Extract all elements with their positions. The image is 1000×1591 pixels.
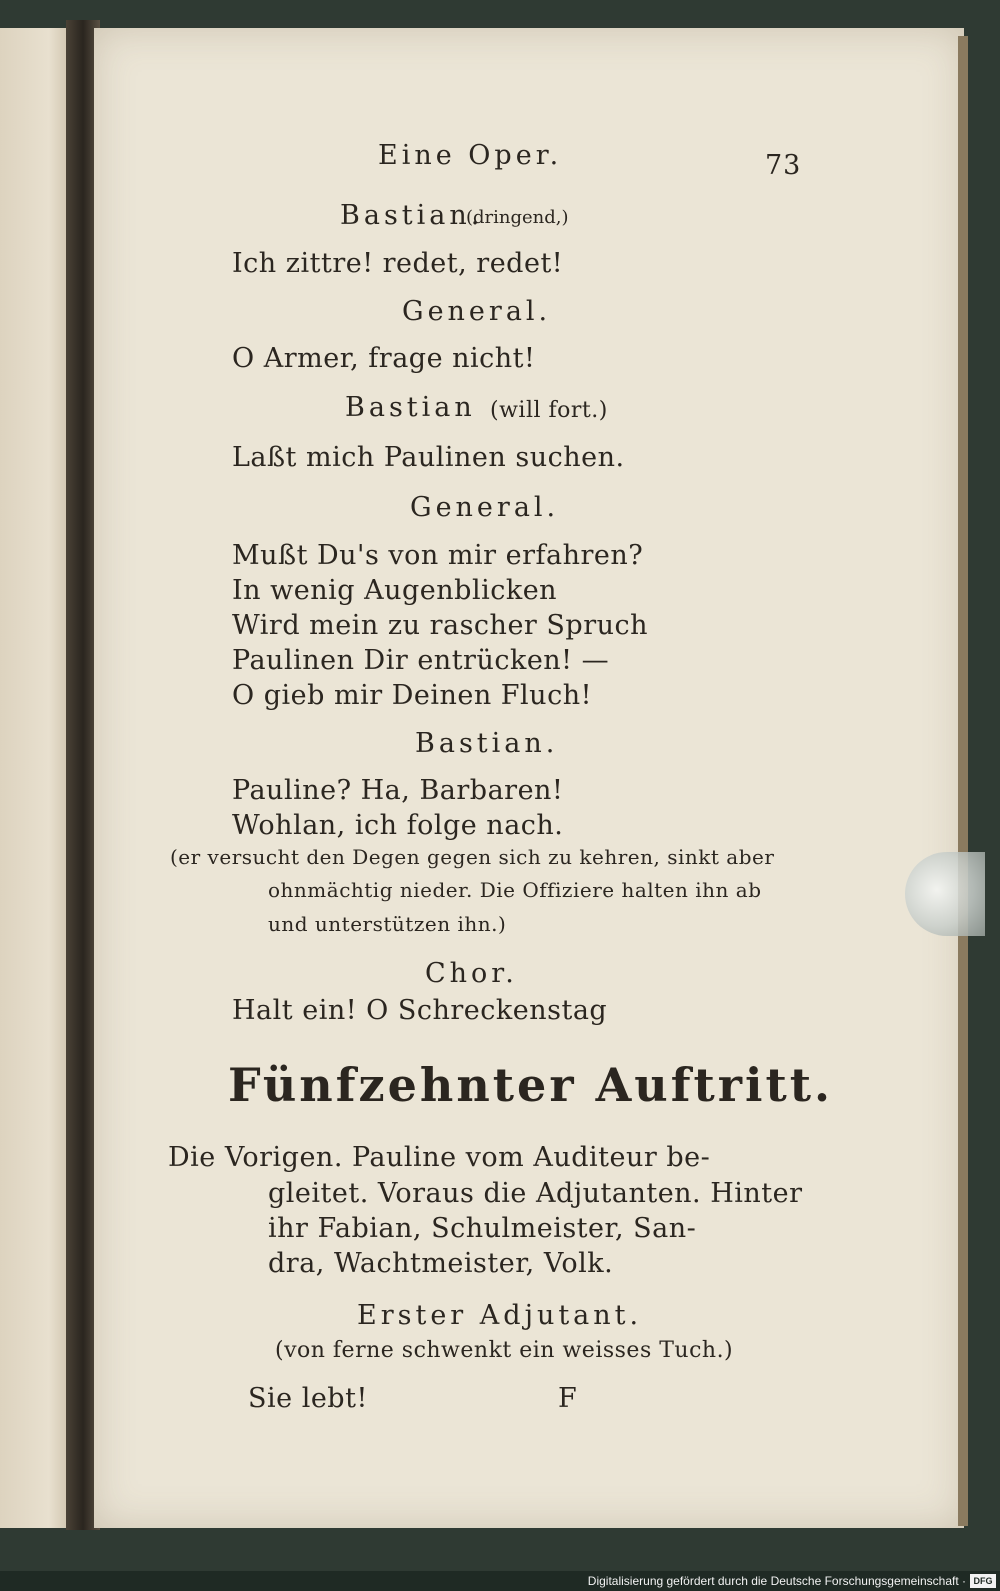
- verse-line: Paulinen Dir entrücken! —: [232, 645, 610, 676]
- speaker-general: General.: [402, 296, 552, 327]
- running-head: Eine Oper.: [378, 140, 563, 171]
- verse-line: O gieb mir Deinen Fluch!: [232, 680, 592, 711]
- verse-line: Halt ein! O Schreckenstag: [232, 995, 608, 1026]
- verse-line: Ich zittre! redet, redet!: [232, 248, 564, 279]
- cast-description: ihr Fabian, Schulmeister, San-: [268, 1213, 697, 1244]
- dfg-logo: DFG: [970, 1574, 996, 1588]
- verse-line: O Armer, frage nicht!: [232, 343, 536, 374]
- cast-description: Die Vorigen. Pauline vom Auditeur be-: [168, 1142, 711, 1173]
- verse-line: Pauline? Ha, Barbaren!: [232, 775, 564, 806]
- stage-direction: (von ferne schwenkt ein weisses Tuch.): [275, 1338, 734, 1363]
- page-clip: [905, 852, 985, 936]
- speaker-adjutant: Erster Adjutant.: [357, 1300, 643, 1331]
- stage-direction: (will fort.): [490, 398, 608, 423]
- stage-direction: und unterstützen ihn.): [268, 912, 507, 936]
- stage-direction: ohnmächtig nieder. Die Offiziere halten ihn ab: [268, 878, 762, 902]
- footer-bar: [0, 1571, 1000, 1591]
- footer-credit: Digitalisierung gefördert durch die Deutsche Forschungsgemeinschaft ·: [587, 1574, 966, 1588]
- stage-direction: (er versucht den Degen gegen sich zu kehren, sinkt aber: [170, 845, 775, 869]
- left-page-edge: [0, 28, 70, 1528]
- cast-description: gleitet. Voraus die Adjutanten. Hinter: [268, 1178, 803, 1209]
- verse-line: Wohlan, ich folge nach.: [232, 810, 564, 841]
- verse-line: Sie lebt!: [248, 1383, 368, 1414]
- page-edge-shadow: [958, 36, 968, 1526]
- speaker-general: General.: [410, 492, 560, 523]
- page-number: 73: [765, 150, 802, 181]
- verse-line: Wird mein zu rascher Spruch: [232, 610, 648, 641]
- speaker-chor: Chor.: [425, 958, 518, 989]
- verse-line: Mußt Du's von mir erfahren?: [232, 540, 644, 571]
- signature-mark: F: [558, 1383, 578, 1414]
- stage-direction: (dringend,): [466, 207, 569, 228]
- speaker-bastian: Bastian: [345, 392, 476, 423]
- verse-line: Laßt mich Paulinen suchen.: [232, 442, 625, 473]
- verse-line: In wenig Augenblicken: [232, 575, 558, 606]
- cast-description: dra, Wachtmeister, Volk.: [268, 1248, 614, 1279]
- speaker-bastian: Bastian.: [340, 200, 484, 231]
- scene-title: Fünfzehnter Auftritt.: [228, 1058, 833, 1112]
- speaker-bastian: Bastian.: [415, 728, 559, 759]
